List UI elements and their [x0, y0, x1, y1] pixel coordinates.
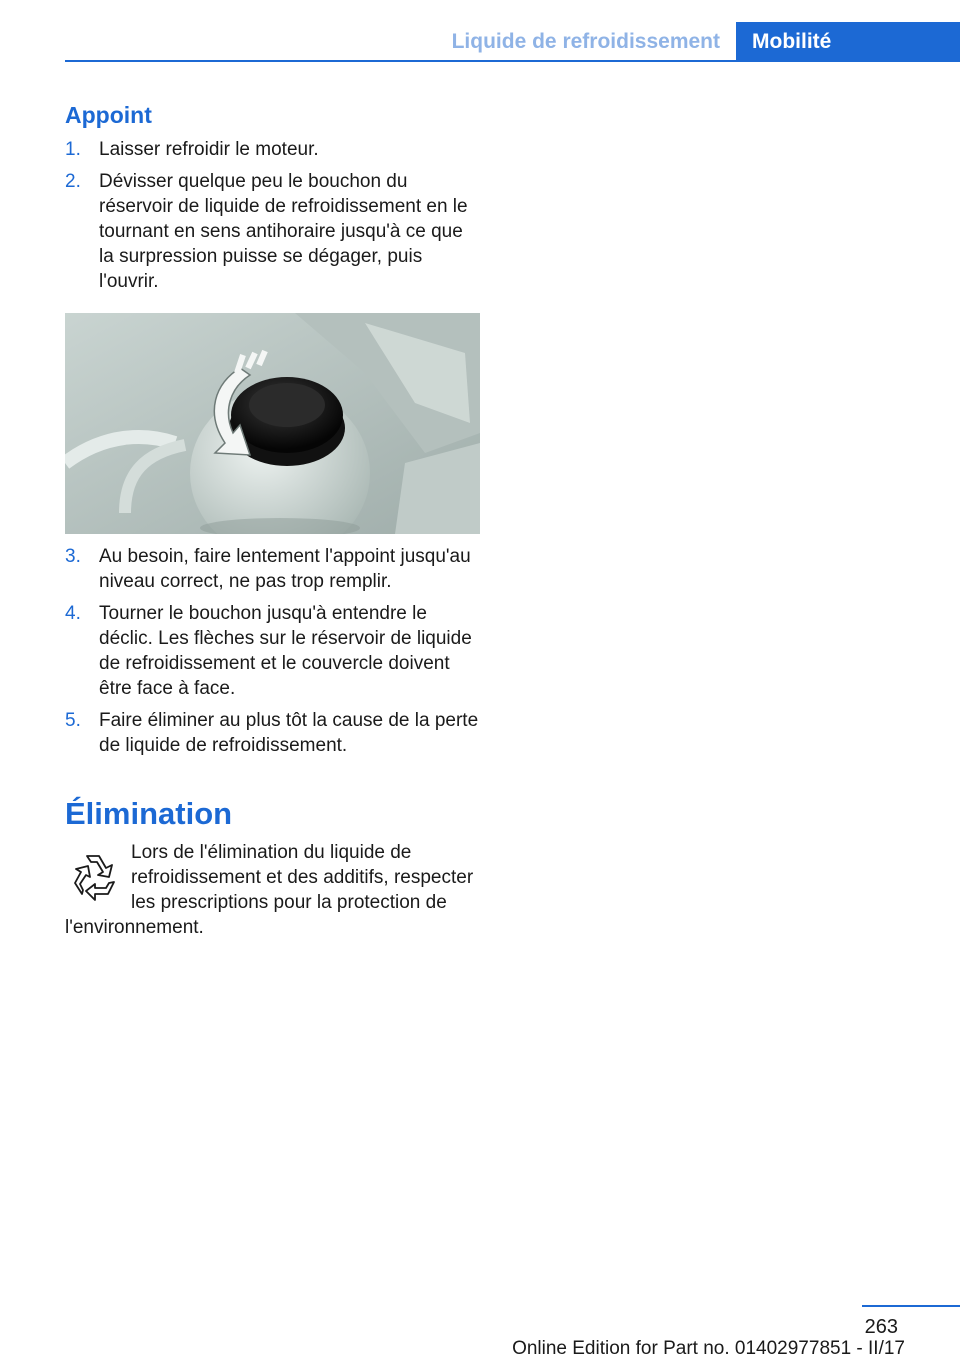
appoint-heading: Appoint — [65, 102, 152, 128]
step-text: Faire éliminer au plus tôt la cause de la perte de liquide de refroidissement. — [99, 710, 479, 756]
main-content — [65, 100, 480, 940]
elimination-note — [65, 840, 480, 940]
edition-note: Online Edition for Part no. 01402977851 - II/17 — [512, 1338, 905, 1359]
recycle-icon — [65, 848, 121, 904]
step-text: Dévisser quelque peu le bouchon du réservoir de liquide de refroidissement en le tournant en sens antihoraire jusqu'à ce que la surpression puisse se dégager, puis l'ouvrir. — [99, 171, 468, 292]
list-item — [65, 137, 480, 162]
step-text: Au besoin, faire lentement l'appoint jusqu'au niveau correct, ne pas trop remplir. — [99, 546, 471, 592]
page-header — [0, 0, 960, 62]
page-number: 263 — [864, 1316, 898, 1338]
elimination-text: Lors de l'élimination du liquide de refroidissement et des additifs, respecter les prescriptions pour la protection de l'environnement. — [65, 842, 474, 938]
steps-list-before — [65, 137, 480, 294]
coolant-reservoir-illustration — [65, 313, 480, 534]
step-number: 5. — [65, 710, 81, 731]
step-number: 2. — [65, 171, 81, 192]
step-number: 3. — [65, 546, 81, 567]
step-text: Tourner le bouchon jusqu'à entendre le déclic. Les flèches sur le réservoir de liquide de refroidissement et le couvercle doivent être face à face. — [99, 603, 472, 699]
list-item — [65, 708, 480, 758]
list-item — [65, 544, 480, 594]
header-rule — [65, 60, 960, 62]
elimination-heading: Élimination — [65, 796, 233, 831]
header-section-title: Liquide de refroidissement — [451, 30, 720, 53]
step-number: 4. — [65, 603, 81, 624]
footer-rule — [862, 1305, 960, 1307]
step-number: 1. — [65, 139, 81, 160]
header-chapter-tab: Mobilité — [736, 22, 960, 62]
list-item — [65, 169, 480, 294]
steps-list-after — [65, 544, 480, 758]
list-item — [65, 601, 480, 701]
step-text: Laisser refroidir le moteur. — [99, 139, 319, 160]
